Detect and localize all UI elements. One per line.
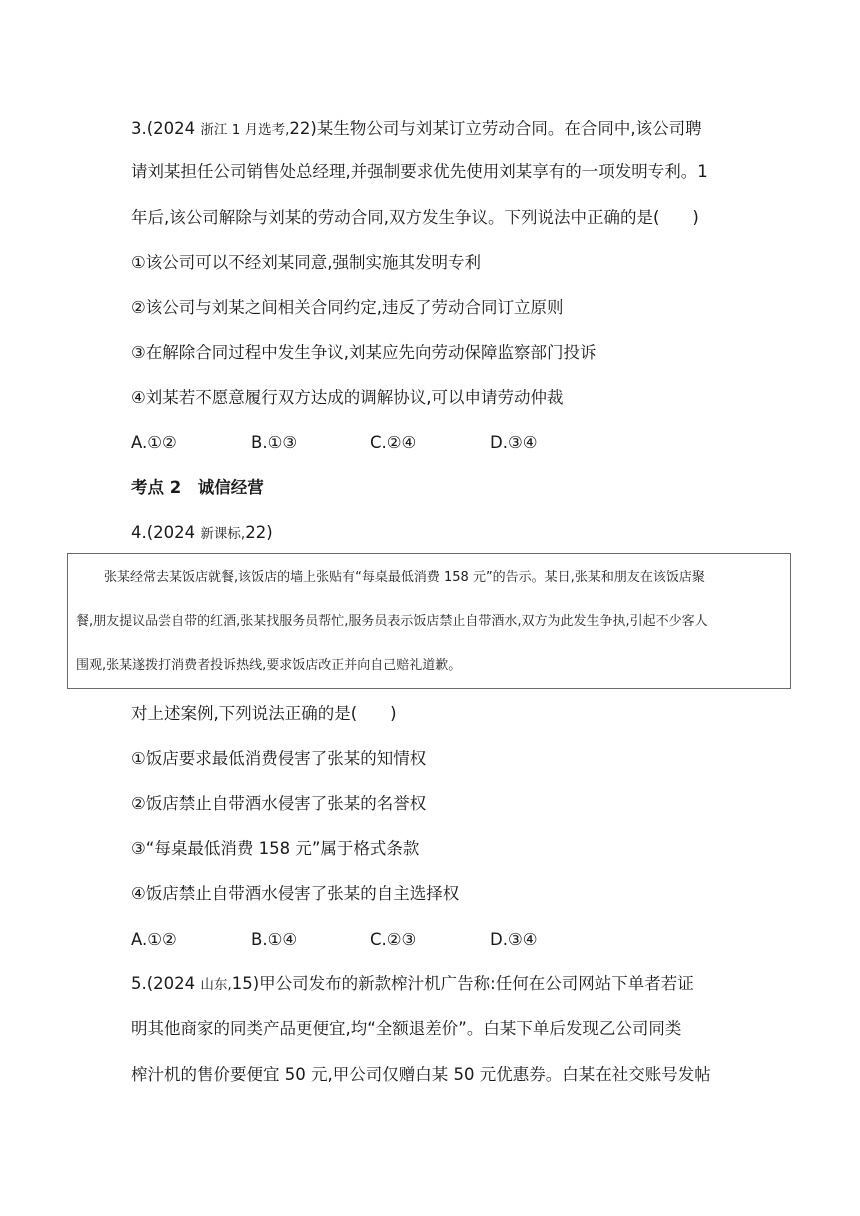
q3-number-tail: 22) xyxy=(289,119,317,138)
q5-stem-line-3: 榨汁机的售价要便宜 50 元,甲公司仅赠白某 50 元优惠券。白某在社交账号发帖 xyxy=(131,1065,711,1084)
q4-number-tail: 22) xyxy=(245,523,273,542)
q4-option-b: B.①④ xyxy=(251,930,298,949)
q5-number-tail: 15) xyxy=(231,974,260,993)
q4-statement-2: ②饭店禁止自带酒水侵害了张某的名誉权 xyxy=(131,794,427,813)
q3-stem-line-1: 某生物公司与刘某订立劳动合同。在合同中,该公司聘 xyxy=(316,119,702,138)
q5-stem-line-2: 明其他商家的同类产品更便宜,均“全额退差价”。白某下单后发现乙公司同类 xyxy=(131,1019,682,1038)
q4-statement-3: ③“每桌最低消费 158 元”属于格式条款 xyxy=(131,839,420,858)
case-line-3: 围观,张某遂拨打消费者投诉热线,要求饭店改正并向自己赔礼道歉。 xyxy=(76,658,462,673)
q4-source: 新课标, xyxy=(200,526,246,542)
q4-option-c: C.②③ xyxy=(370,930,417,949)
q3-statement-3: ③在解除合同过程中发生争议,刘某应先向劳动保障监察部门投诉 xyxy=(131,343,597,362)
q4-statement-4: ④饭店禁止自带酒水侵害了张某的自主选择权 xyxy=(131,884,460,903)
case-line-1: 张某经常去某饭店就餐,该饭店的墙上张贴有“每桌最低消费 158 元”的告示。某日,张某和朋友在该饭店聚 xyxy=(104,570,705,585)
q4-header xyxy=(131,522,273,545)
q5-line-1 xyxy=(131,973,694,996)
q3-number: 3.(2024 xyxy=(131,119,201,138)
q3-statement-1: ①该公司可以不经刘某同意,强制实施其发明专利 xyxy=(131,253,482,272)
case-line-2: 餐,朋友提议品尝自带的红酒,张某找服务员帮忙,服务员表示饭店禁止自带酒水,双方为此发生争执,引起不少客人 xyxy=(76,614,708,629)
q3-option-a: A.①② xyxy=(131,433,177,452)
q4-option-d: D.③④ xyxy=(490,930,538,949)
q3-source: 浙江 1 月选考, xyxy=(200,122,290,138)
q3-stem-line-3: 年后,该公司解除与刘某的劳动合同,双方发生争议。下列说法中正确的是( ) xyxy=(131,208,699,227)
section-title: 考点 2 诚信经营 xyxy=(131,478,264,497)
q4-statement-1: ①饭店要求最低消费侵害了张某的知情权 xyxy=(131,749,427,768)
q4-number: 4.(2024 xyxy=(131,523,201,542)
q5-number: 5.(2024 xyxy=(131,974,201,993)
q3-line-1 xyxy=(131,118,702,141)
q5-stem-line-1: 甲公司发布的新款榨汁机广告称:任何在公司网站下单者若证 xyxy=(259,974,694,993)
q5-source: 山东, xyxy=(200,977,232,993)
q3-option-b: B.①③ xyxy=(251,433,298,452)
q3-stem-line-2: 请刘某担任公司销售处总经理,并强制要求优先使用刘某享有的一项发明专利。1 xyxy=(131,162,708,181)
q3-option-d: D.③④ xyxy=(490,433,538,452)
q4-option-a: A.①② xyxy=(131,930,177,949)
case-material-box xyxy=(67,553,791,689)
q3-statement-2: ②该公司与刘某之间相关合同约定,违反了劳动合同订立原则 xyxy=(131,298,564,317)
q4-stem: 对上述案例,下列说法正确的是( ) xyxy=(131,704,397,723)
q3-statement-4: ④刘某若不愿意履行双方达成的调解协议,可以申请劳动仲裁 xyxy=(131,388,564,407)
q3-option-c: C.②④ xyxy=(370,433,417,452)
